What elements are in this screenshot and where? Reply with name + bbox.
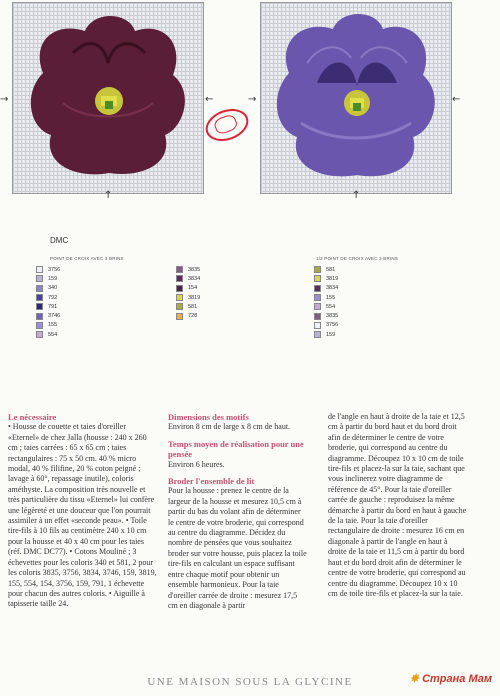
key-code: 3819 bbox=[326, 275, 339, 282]
key-list-middle bbox=[176, 265, 200, 321]
key-heading-left: POINT DE CROIX AVEC 3 BRINS bbox=[50, 256, 124, 261]
swatch-icon bbox=[36, 331, 43, 338]
star-icon: ✸ bbox=[409, 673, 419, 685]
key-item bbox=[36, 293, 60, 302]
column-instructions bbox=[168, 412, 308, 611]
pansy-chart-violet bbox=[260, 2, 452, 194]
key-item bbox=[36, 321, 60, 330]
body-necessaire: • Housse de couette et taies d'oreiller «Eternel» de chez Jalla (housse : 240 x 260 cm ; taies carrées : 65 x 65 cm ; taies rectangulaires : 75 x 50 cm. 40 % micro modal, 40 % filifine, 20 % coton peigné ; lavage à 60°, repassage inutile), coloris améthyste. La composition très nouvelle et très particulière du tissu «Eternel» lui confère une légèreté et une douceur que l'on pourrait assimiler à un effet «seconde peau». • Toile tire-fils à 10 fils au centimètre 240 x 10 cm pour la housse et 40 x 40 cm pour les taies (réf. DMC DC77). • Cotons Mouliné ; 3 échevettes pour les coloris 340 et 581, 2 pour les coloris 3835, 3756, 3834, 3746, 159, 3819, 155, 554, 154, 3756, 159, 791, 1 échevette pour chacun des autres coloris. • Aiguille à tapisserie taille 24. bbox=[8, 422, 157, 609]
swatch-icon bbox=[36, 266, 43, 273]
swatch-icon bbox=[176, 294, 183, 301]
body-temps: Environ 6 heures. bbox=[168, 459, 225, 469]
column-continued bbox=[328, 412, 468, 599]
key-brand: DMC bbox=[50, 236, 69, 245]
swatch-icon bbox=[176, 313, 183, 320]
key-code: 554 bbox=[326, 303, 336, 310]
swatch-icon bbox=[36, 275, 43, 282]
page-footer: UNE MAISON SOUS LA GLYCINE bbox=[147, 676, 353, 688]
key-code: 3819 bbox=[188, 294, 201, 301]
key-item bbox=[36, 274, 60, 283]
key-heading-right: 1/2 POINT DE CROIX AVEC 2 BRINS bbox=[316, 256, 399, 261]
burgundy-pansy-icon bbox=[13, 3, 203, 193]
key-code: 3834 bbox=[188, 275, 201, 282]
key-code: 728 bbox=[188, 313, 198, 320]
swatch-icon bbox=[176, 275, 183, 282]
key-list-right bbox=[314, 265, 338, 339]
swatch-icon bbox=[36, 303, 43, 310]
watermark-text: Страна Мам bbox=[422, 673, 492, 685]
key-code: 3756 bbox=[326, 322, 339, 329]
key-item bbox=[176, 311, 200, 320]
swatch-icon bbox=[36, 313, 43, 320]
key-code: 791 bbox=[48, 303, 58, 310]
center-arrow-icon: ← bbox=[205, 94, 214, 105]
center-arrow-icon: → bbox=[248, 94, 257, 105]
key-code: 340 bbox=[48, 285, 58, 292]
key-code: 3756 bbox=[48, 266, 61, 273]
swatch-icon bbox=[314, 313, 321, 320]
center-arrow-icon: → bbox=[0, 94, 9, 105]
center-arrow-icon: ← bbox=[452, 94, 461, 105]
key-item bbox=[176, 265, 200, 274]
key-item bbox=[176, 302, 200, 311]
swatch-icon bbox=[176, 285, 183, 292]
swatch-icon bbox=[36, 294, 43, 301]
swatch-icon bbox=[36, 322, 43, 329]
swatch-icon bbox=[314, 294, 321, 301]
key-list-left bbox=[36, 265, 60, 339]
key-item bbox=[36, 302, 60, 311]
swatch-icon bbox=[176, 303, 183, 310]
key-item bbox=[314, 302, 338, 311]
heading-broder: Broder l'ensemble de lit bbox=[168, 476, 255, 487]
body-broder: Pour la housse : prenez le centre de la largeur de la housse et mesurez 10,5 cm à partir du bas du volant afin de déterminer le centre de votre broderie, qui correspond au centre du diagramme. Décidez du nombre de pensées que vous souhaitez broder sur votre housse, puis placez la toile tire-fils en calculant un espace suffisant entre chaque motif pour obtenir un ensemble harmonieux. Pour la taie d'oreiller carrée de droite : mesurez 17,5 cm en diagonale à partir bbox=[168, 486, 307, 610]
heading-temps: Temps moyen de réalisation pour une pensée bbox=[168, 438, 304, 460]
key-item bbox=[36, 284, 60, 293]
swatch-icon bbox=[36, 285, 43, 292]
key-item bbox=[36, 330, 60, 339]
key-item bbox=[314, 293, 338, 302]
heading-necessaire: Le nécessaire bbox=[8, 412, 57, 422]
swatch-icon bbox=[314, 331, 321, 338]
key-code: 3835 bbox=[326, 313, 339, 320]
swatch-icon bbox=[314, 303, 321, 310]
pansy-chart-burgundy bbox=[12, 2, 204, 194]
key-item bbox=[36, 311, 60, 320]
key-item bbox=[314, 284, 338, 293]
swatch-icon bbox=[314, 285, 321, 292]
key-item bbox=[176, 293, 200, 302]
key-code: 154 bbox=[188, 285, 198, 292]
violet-pansy-icon bbox=[261, 3, 451, 193]
swatch-icon bbox=[176, 266, 183, 273]
body-continued: de l'angle en haut à droite de la taie et 12,5 cm à partir du bord haut et du bord droit afin de déterminer le centre de votre broderie, qui correspond au centre du diagramme. Découpez 10 x 10 cm de toile tire-fils et placez-la sur la taie, sachant que vous inclinerez votre diagramme de référence de 45°. Pour la taie d'oreiller carrée de gauche : reproduisez la même démarche à partir du bord en haut à gauche de la taie. Pour la taie d'oreiller rectangulaire de droite : mesurez 16 cm en diagonale à partir de l'angle en haut à droite de la taie et 11,5 cm à partir du bord haut et du bord droit afin de déterminer le centre de votre broderie, qui correspond au centre du diagramme. Découpez 10 x 10 cm de toile tire-fils et placez-la sur la taie. bbox=[328, 412, 467, 598]
key-code: 3746 bbox=[48, 313, 61, 320]
watermark bbox=[410, 672, 492, 685]
key-code: 155 bbox=[326, 294, 336, 301]
swatch-icon bbox=[314, 275, 321, 282]
center-arrow-icon: ↑ bbox=[352, 190, 361, 201]
dmc-logo-stamp bbox=[201, 103, 253, 146]
key-item bbox=[314, 274, 338, 283]
key-item bbox=[314, 330, 338, 339]
key-code: 554 bbox=[48, 331, 58, 338]
key-code: 792 bbox=[48, 294, 58, 301]
center-arrow-icon: ↑ bbox=[104, 190, 113, 201]
key-code: 155 bbox=[48, 322, 58, 329]
key-code: 581 bbox=[188, 303, 198, 310]
key-code: 581 bbox=[326, 266, 336, 273]
key-item bbox=[176, 274, 200, 283]
key-item bbox=[314, 321, 338, 330]
key-code: 159 bbox=[326, 331, 336, 338]
key-item bbox=[314, 311, 338, 320]
key-code: 3835 bbox=[188, 266, 201, 273]
key-item bbox=[176, 284, 200, 293]
key-item bbox=[36, 265, 60, 274]
column-necessaire bbox=[8, 412, 158, 610]
key-item bbox=[314, 265, 338, 274]
heading-dimensions: Dimensions des motifs bbox=[168, 412, 249, 422]
swatch-icon bbox=[314, 322, 321, 329]
body-dimensions: Environ 8 cm de large x 8 cm de haut. bbox=[168, 422, 291, 432]
key-code: 159 bbox=[48, 275, 58, 282]
key-code: 3834 bbox=[326, 285, 339, 292]
swatch-icon bbox=[314, 266, 321, 273]
